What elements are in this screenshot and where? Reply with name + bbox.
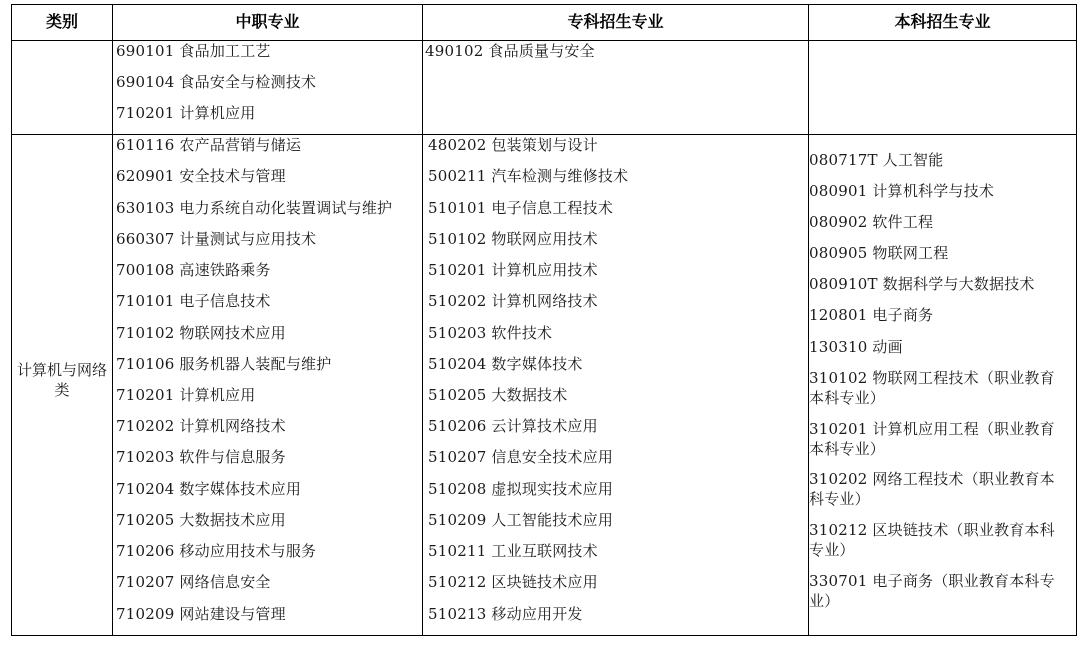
column-divider [112,5,113,635]
header-undergraduate-major: 本科招生专业 [894,12,991,31]
list-item: 510201 计算机应用技术 [428,261,598,279]
list-item: 510211 工业互联网技术 [428,542,598,560]
list-item: 500211 汽车检测与维修技术 [428,167,629,185]
list-item: 660307 计量测试与应用技术 [116,230,317,248]
list-item: 510204 数字媒体技术 [428,355,583,373]
list-item: 120801 电子商务 [809,306,934,324]
header-vocational-major: 专科招生专业 [567,12,664,31]
list-item: 710205 大数据技术应用 [116,511,286,529]
list-item: 310202 网络工程技术（职业教育本科专业） [809,470,1055,508]
list-item: 080901 计算机科学与技术 [809,182,995,200]
list-item: 690101 食品加工工艺 [116,42,271,60]
list-item: 510205 大数据技术 [428,386,568,404]
list-item: 310212 区块链技术（职业教育本科专业） [809,521,1055,559]
list-item: 310201 计算机应用工程（职业教育本科专业） [809,420,1055,458]
list-item: 710106 服务机器人装配与维护 [116,355,332,373]
category-label: 计算机与网络类 [16,361,107,399]
list-item: 480202 包装策划与设计 [428,136,598,154]
list-item: 510101 电子信息工程技术 [428,199,614,217]
list-item: 700108 高速铁路乘务 [116,261,271,279]
list-item: 310102 物联网工程技术（职业教育本科专业） [809,369,1055,407]
list-item: 630103 电力系统自动化装置调试与维护 [116,199,393,217]
list-item: 710209 网站建设与管理 [116,605,286,623]
list-item: 710207 网络信息安全 [116,573,271,591]
list-item: 080902 软件工程 [809,213,934,231]
list-item: 510208 虚拟现实技术应用 [428,480,614,498]
header-category: 类别 [45,12,78,31]
list-item: 080905 物联网工程 [809,244,949,262]
list-item: 080717T 人工智能 [809,151,944,169]
list-item: 690104 食品安全与检测技术 [116,73,317,91]
list-item: 710102 物联网技术应用 [116,324,286,342]
list-item: 490102 食品质量与安全 [425,42,595,60]
list-item: 710201 计算机应用 [116,386,256,404]
list-item: 710201 计算机应用 [116,104,256,122]
list-item: 510102 物联网应用技术 [428,230,598,248]
list-item: 710206 移动应用技术与服务 [116,542,317,560]
list-item: 710203 软件与信息服务 [116,448,286,466]
list-item: 510212 区块链技术应用 [428,573,598,591]
list-item: 610116 农产品营销与储运 [116,136,302,154]
list-item: 510207 信息安全技术应用 [428,448,614,466]
list-item: 510213 移动应用开发 [428,605,583,623]
list-item: 710204 数字媒体技术应用 [116,480,302,498]
list-item: 080910T 数据科学与大数据技术 [809,275,1035,293]
list-item: 710101 电子信息技术 [116,292,271,310]
list-item: 510202 计算机网络技术 [428,292,598,310]
list-item: 710202 计算机网络技术 [116,417,286,435]
majors-table [11,4,1077,636]
list-item: 510206 云计算技术应用 [428,417,598,435]
list-item: 330701 电子商务（职业教育本科专业） [809,572,1055,610]
list-item: 620901 安全技术与管理 [116,167,286,185]
header-secondary-major: 中职专业 [235,12,300,31]
column-divider [422,5,423,635]
list-item: 510209 人工智能技术应用 [428,511,614,529]
list-item: 130310 动画 [809,338,903,356]
list-item: 510203 软件技术 [428,324,553,342]
